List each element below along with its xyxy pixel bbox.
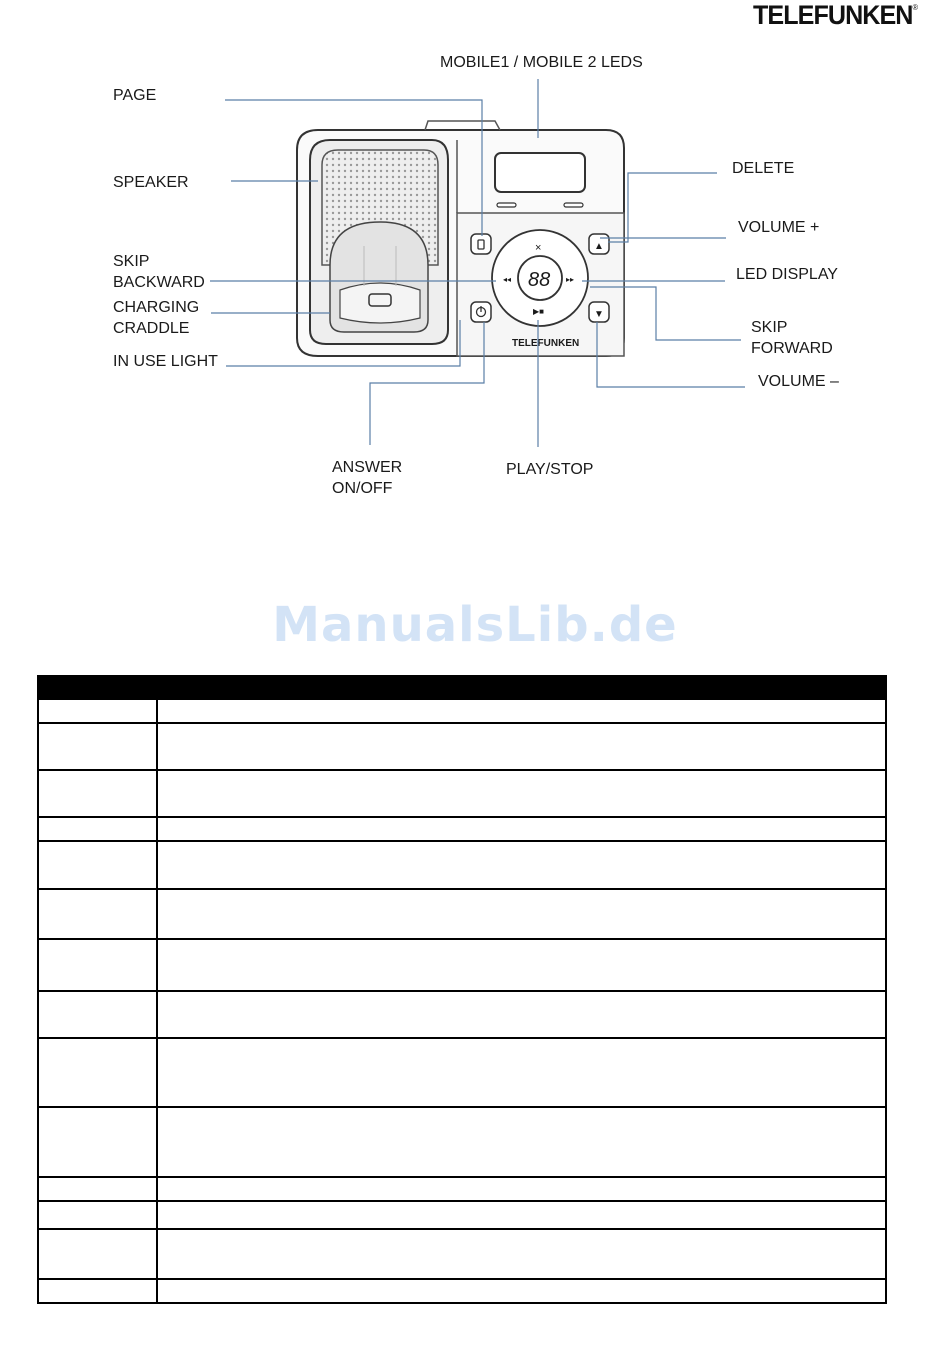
feature-table [37,675,887,1304]
label-in-use-light: IN USE LIGHT [113,353,218,370]
table-cell [38,1229,157,1279]
label-answer-1: ANSWER [332,459,403,476]
table-cell [157,1279,886,1303]
label-answer-2: ON/OFF [332,480,393,497]
label-led-display: LED DISPLAY [736,266,838,283]
table-cell [157,841,886,889]
svg-text:▲: ▲ [594,241,604,252]
table-row [38,841,886,889]
label-speaker: SPEAKER [113,174,189,191]
table-cell [157,1201,886,1229]
label-skip-forward-2: FORWARD [751,340,833,357]
page-button [471,234,491,254]
watermark: ManualsLib.de [272,597,678,653]
table-cell [157,1107,886,1177]
table-cell [38,699,157,723]
table-cell [38,841,157,889]
table-row [38,1201,886,1229]
table-cell [38,939,157,991]
table-cell [38,1177,157,1201]
table-row [38,723,886,770]
label-volume-minus: VOLUME – [758,373,839,390]
label-skip-forward-1: SKIP [751,319,788,336]
table-header-cell [157,676,886,699]
table-cell [157,991,886,1038]
table-cell [38,889,157,939]
svg-text:▶■: ▶■ [533,307,544,316]
label-play-stop: PLAY/STOP [506,461,594,478]
table-row [38,939,886,991]
table-row [38,1279,886,1303]
table-cell [38,817,157,841]
table-cell [157,1038,886,1107]
label-skip-backward-2: BACKWARD [113,274,205,291]
label-charging-2: CRADDLE [113,320,190,337]
label-page: PAGE [113,87,157,104]
table-cell [38,1038,157,1107]
table-row [38,1177,886,1201]
table-cell [38,991,157,1038]
table-cell [157,889,886,939]
table-cell [157,1177,886,1201]
table-row [38,817,886,841]
table-cell [38,723,157,770]
mobile-led-window [495,153,585,192]
table-row [38,991,886,1038]
label-delete: DELETE [732,160,795,177]
table-cell [38,1279,157,1303]
table-row [38,1229,886,1279]
svg-text:◂◂: ◂◂ [503,275,512,284]
svg-text:▼: ▼ [594,309,604,320]
label-mobile-leds: MOBILE1 / MOBILE 2 LEDS [440,54,643,71]
svg-text:▸▸: ▸▸ [566,275,575,284]
table-row [38,770,886,817]
table-cell [157,770,886,817]
base-station-diagram [0,0,950,520]
table-cell [157,1229,886,1279]
table-cell [38,1201,157,1229]
label-volume-plus: VOLUME + [738,219,820,236]
table-row [38,1038,886,1107]
table-cell [38,1107,157,1177]
label-charging-1: CHARGING [113,299,200,316]
table-header-cell [38,676,157,699]
svg-text:88: 88 [528,269,551,291]
table-cell [157,817,886,841]
svg-text:×: × [535,242,542,254]
label-skip-backward-1: SKIP [113,253,150,270]
svg-text:TELEFUNKEN: TELEFUNKEN [512,338,580,349]
table-row [38,889,886,939]
table-cell [157,723,886,770]
table-cell [38,770,157,817]
table-row [38,1107,886,1177]
table-cell [157,699,886,723]
table-cell [157,939,886,991]
table-header-row [38,676,886,699]
table-row [38,699,886,723]
brand-logo: TELEFUNKEN® [753,0,918,30]
